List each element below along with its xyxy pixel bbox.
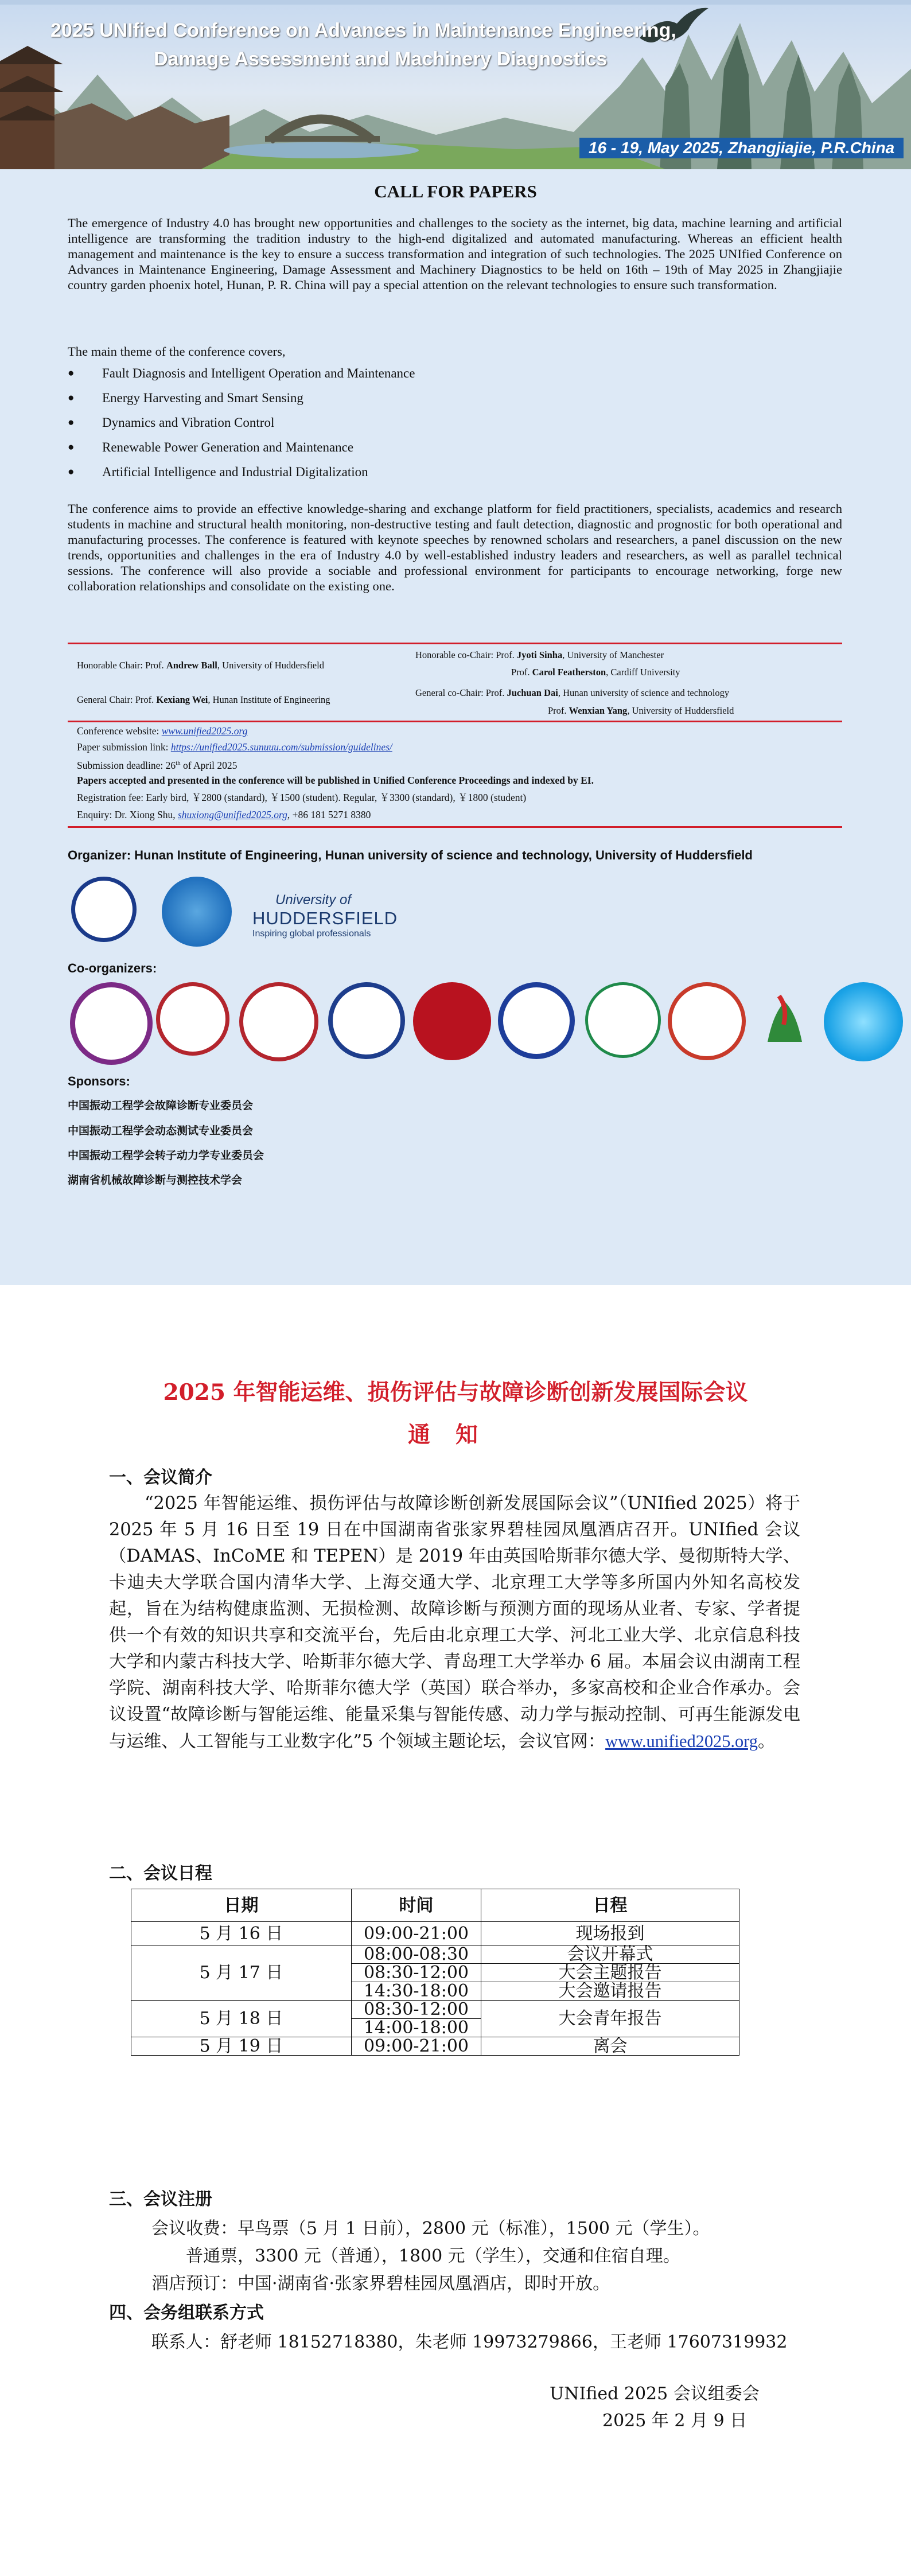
- organizing-committee: UNIfied 2025 会议组委会: [550, 2384, 760, 2404]
- header-time: 时间: [352, 1889, 481, 1922]
- conference-banner: [0, 0, 911, 169]
- section-registration-heading: 三、会议注册: [109, 2189, 212, 2209]
- website-link[interactable]: www.unified2025.org: [161, 725, 248, 737]
- notice-date: 2025 年 2 月 9 日: [602, 2411, 748, 2431]
- theme-item: ● Renewable Power Generation and Maintenance: [68, 439, 415, 464]
- theme-item: ● Energy Harvesting and Smart Sensing: [68, 390, 415, 415]
- theme-list: [68, 365, 415, 489]
- contact-line: 联系人：舒老师 18152718380，朱老师 19973279866，王老师 17607319932: [151, 2332, 788, 2352]
- honorable-cochair-2: Prof. Carol Featherston, Cardiff University: [511, 667, 680, 678]
- theme-item: ● Artificial Intelligence and Industrial Digitalization: [68, 464, 415, 489]
- sponsor-item: 湖南省机械故障诊断与测控技术学会: [68, 1174, 243, 1186]
- coorganizer-logo-10: [824, 982, 903, 1061]
- banner-title-line2: Damage Assessment and Machinery Diagnostics: [154, 48, 608, 70]
- general-cochair-2: Prof. Wenxian Yang, University of Huddersfield: [548, 705, 734, 716]
- table-row: 5 月 18 日 08:30-12:00 大会青年报告: [131, 2001, 739, 2019]
- divider-line: [68, 721, 842, 722]
- general-chair: General Chair: Prof. Kexiang Wei, Hunan Institute of Engineering: [77, 694, 330, 705]
- honorable-chair: Honorable Chair: Prof. Andrew Ball, University of Huddersfield: [77, 660, 324, 671]
- honorable-cochair-1: Honorable co-Chair: Prof. Jyoti Sinha, University of Manchester: [415, 649, 664, 660]
- registration-fee-line2: 普通票，3300 元（普通），1800 元（学生），交通和住宿自理。: [186, 2246, 680, 2266]
- submission-line: Paper submission link: https://unified2025.sunuuu.com/submission/guidelines/: [77, 741, 392, 753]
- table-row: 5 月 19 日 09:00-21:00 离会: [131, 2037, 739, 2056]
- university-of-huddersfield-logo: University of HUDDERSFIELD Inspiring global professionals: [252, 892, 398, 939]
- registration-fee: Registration fee: Early bird, ￥2800 (standard), ￥1500 (student). Regular, ￥3300 (standard), ￥1800 (student): [77, 792, 527, 803]
- table-row: 08:30-12:00 大会主题报告: [131, 1964, 739, 1982]
- cfp-aims-paragraph: The conference aims to provide an effective knowledge-sharing and exchange platform for field practitioners, specialists, academics and research students in machine and structural health monitoring, non-destructive testing and fault detection, diagnostic and prognostic for both operational and manufacturing processes. The conference is featured with keynote speeches by renowned scholars and researchers, a panel discussion on the new trends, opportunities and challenges in the era of Industry 4.0 by well-established industry leaders and researchers, as well as parallel technical sessions. The conference will also provide a sociable and professional environment for participants to encourage networking, forge new collaboration relationships and consolidate on the existing one.: [68, 501, 842, 593]
- enquiry-line: Enquiry: Dr. Xiong Shu, shuxiong@unified2025.org, +86 181 5271 8380: [77, 809, 371, 820]
- coorganizer-logo-6: [498, 982, 575, 1059]
- banner-title-line1: 2025 UNIfied Conference on Advances in Maintenance Engineering,: [50, 20, 676, 41]
- divider-line: [68, 826, 842, 828]
- coorganizer-logo-3: [239, 982, 318, 1061]
- section-schedule-heading: 二、会议日程: [109, 1863, 212, 1884]
- schedule-table: [131, 1889, 739, 2056]
- cfp-heading: CALL FOR PAPERS: [374, 181, 537, 201]
- hunan-university-sci-tech-logo: [162, 877, 232, 947]
- cfp-intro-paragraph: The emergence of Industry 4.0 has brought new opportunities and challenges to the society as the internet, big data, machine learning and artificial intelligence are transforming the tradition industry to the high-end digitalized and automated manufacturing. Whereas an efficient health management and maintenance is the key to ensure a success transformation and integration of such technologies. The 2025 UNIfied Conference on Advances in Maintenance Engineering, Damage Assessment and Machinery Diagnostics to be held on 16th – 19th of May 2025 in Zhangjiajie country garden phoenix hotel, Hunan, P. R. China will pay a special attention on the relevant technologies to ensure such transformation.: [68, 216, 842, 292]
- deadline-line: Submission deadline: 26th of April 2025: [77, 759, 238, 771]
- coorganizer-logo-1: [70, 982, 153, 1065]
- table-row: 14:30-18:00 大会邀请报告: [131, 1982, 739, 2001]
- coorganizer-logo-5: [413, 982, 491, 1060]
- table-header-row: [131, 1889, 739, 1922]
- hunan-institute-of-engineering-logo: [71, 877, 137, 942]
- header-agenda: 日程: [481, 1889, 739, 1922]
- section-intro-body: “2025 年智能运维、损伤评估与故障诊断创新发展国际会议”（UNIfied 2025）将于 2025 年 5 月 16 日至 19 日在中国湖南省张家界碧桂园凤凰酒店召开。UNIfied 会议（DAMAS、InCoME 和 TEPEN）是 2019 年由英国哈斯菲尔德大学、曼彻斯特大学、卡迪夫大学联合国内清华大学、上海交通大学、北京理工大学等多所国内外知名高校发起，旨在为结构健康监测、无损检测、故障诊断与预测方面的现场从业者、专家、学者提供一个有效的知识共享和交流平台，先后由北京理工大学、河北工业大学、北京信息科技大学和内蒙古科技大学、哈斯菲尔德大学、青岛理工大学举办 6 届。本届会议由湖南工程学院、湖南科技大学、哈斯菲尔德大学（英国）联合举办，多家高校和企业合作承办。会议设置“故障诊断与智能运维、能量采集与智能传感、动力学与振动控制、可再生能源发电与运维、人工智能与工业数字化”5 个领域主题论坛，会议官网：www.unified2025.org。: [109, 1493, 800, 1752]
- section-contact-heading: 四、会务组联系方式: [109, 2303, 264, 2323]
- official-website-link[interactable]: www.unified2025.org: [605, 1731, 758, 1751]
- registration-fee-line1: 会议收费：早鸟票（5 月 1 日前），2800 元（标准），1500 元（学生）。: [151, 2219, 710, 2239]
- theme-item: ● Fault Diagnosis and Intelligent Operation and Maintenance: [68, 365, 415, 390]
- section-intro-heading: 一、会议简介: [109, 1468, 212, 1488]
- notice-title: 2025 年智能运维、损伤评估与故障诊断创新发展国际会议: [163, 1379, 748, 1406]
- coorganizer-logo-7: [585, 982, 661, 1058]
- website-line: Conference website: www.unified2025.org: [77, 725, 248, 737]
- sponsors-label: Sponsors:: [68, 1074, 130, 1088]
- banner-date-location: 16 - 19, May 2025, Zhangjiajie, P.R.China: [579, 138, 904, 158]
- table-row: 5 月 16 日 09:00-21:00 现场报到: [131, 1922, 739, 1945]
- hotel-booking-line: 酒店预订：中国·湖南省·张家界碧桂园凤凰酒店，即时开放。: [151, 2274, 610, 2294]
- header-date: 日期: [131, 1889, 352, 1922]
- organizer-line: Organizer: Hunan Institute of Engineering, Hunan university of science and technology, University of Huddersfield: [68, 848, 753, 862]
- coorganizer-logo-8: [668, 982, 746, 1060]
- general-cochair-1: General co-Chair: Prof. Juchuan Dai, Hunan university of science and technology: [415, 687, 730, 698]
- sponsor-item: 中国振动工程学会故障诊断专业委员会: [68, 1099, 254, 1112]
- submission-link[interactable]: https://unified2025.sunuuu.com/submission/guidelines/: [170, 741, 392, 753]
- call-for-papers-page: [0, 0, 911, 1285]
- table-row: 14:00-18:00: [131, 2019, 739, 2037]
- publication-note: Papers accepted and presented in the conference will be published in Unified Conference Proceedings and indexed by EI.: [77, 775, 594, 786]
- table-row: 5 月 17 日 08:00-08:30 会议开幕式: [131, 1945, 739, 1964]
- notice-subtitle: 通知: [407, 1422, 503, 1448]
- theme-item: ● Dynamics and Vibration Control: [68, 415, 415, 439]
- coorganizers-label: Co-organizers:: [68, 961, 157, 975]
- sponsor-item: 中国振动工程学会动态测试专业委员会: [68, 1124, 254, 1137]
- enquiry-email-link[interactable]: shuxiong@unified2025.org: [177, 809, 287, 820]
- coorganizer-logo-9: [756, 990, 813, 1048]
- divider-line: [68, 643, 842, 644]
- sponsor-item: 中国振动工程学会转子动力学专业委员会: [68, 1149, 264, 1162]
- coorganizer-logo-4: [328, 982, 405, 1059]
- coorganizer-logo-2: [156, 982, 229, 1056]
- themes-intro: The main theme of the conference covers,: [68, 344, 286, 359]
